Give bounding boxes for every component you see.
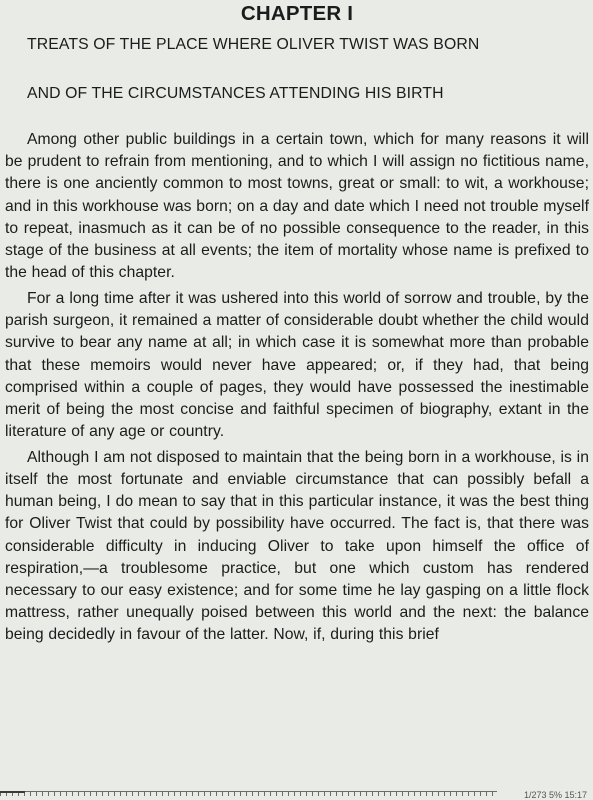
chapter-subtitle-line-1: TREATS OF THE PLACE WHERE OLIVER TWIST WAS BORN bbox=[27, 36, 480, 53]
chapter-subtitle-line-2: AND OF THE CIRCUMSTANCES ATTENDING HIS BIRTH bbox=[27, 85, 444, 102]
paragraph-2: For a long time after it was ushered into this world of sorrow and trouble, by the parish surgeon, it remained a matter of considerable doubt whether the child would survive to bear any name at all; in which case it is somewhat more than probable that these memoirs would never have appeared; or, if they had, that being comprised within a couple of pages, they would have possessed the inestimable merit of being the most concise and faithful specimen of biography, extant in the literature of any age or country. bbox=[5, 289, 589, 441]
chapter-title: CHAPTER I bbox=[240, 2, 354, 25]
page-status-indicator: 1/273 5% 15:17 bbox=[523, 790, 587, 800]
reading-progress-bar[interactable] bbox=[0, 791, 497, 798]
chapter-body bbox=[5, 129, 589, 647]
paragraph-3: Although I am not disposed to maintain that the being born in a workhouse, is in itself the most fortunate and enviable circumstance that can possibly befall a human being, I do mean to say that in this particular instance, it was the best thing for Oliver Twist that could by possibility have occurred. The fact is, that there was considerable difficulty in inducing Oliver to take upon himself the office of respiration,—a troublesome practice, but one which custom has rendered necessary to our easy existence; and for some time he lay gasping on a little flock mattress, rather unequally poised between this world and the next: the balance being decidedly in favour of the latter. Now, if, during this brief bbox=[5, 448, 589, 644]
paragraph-1: Among other public buildings in a certain town, which for many reasons it will be prudent to refrain from mentioning, and to which I will assign no fictitious name, there is one anciently common to most towns, great or small: to wit, a workhouse; and in this workhouse was born; on a day and date which I need not trouble myself to repeat, inasmuch as it can be of no possible consequence to the reader, in this stage of the business at all events; the item of mortality whose name is prefixed to the head of this chapter. bbox=[5, 131, 589, 282]
reading-progress-fill bbox=[0, 791, 25, 793]
